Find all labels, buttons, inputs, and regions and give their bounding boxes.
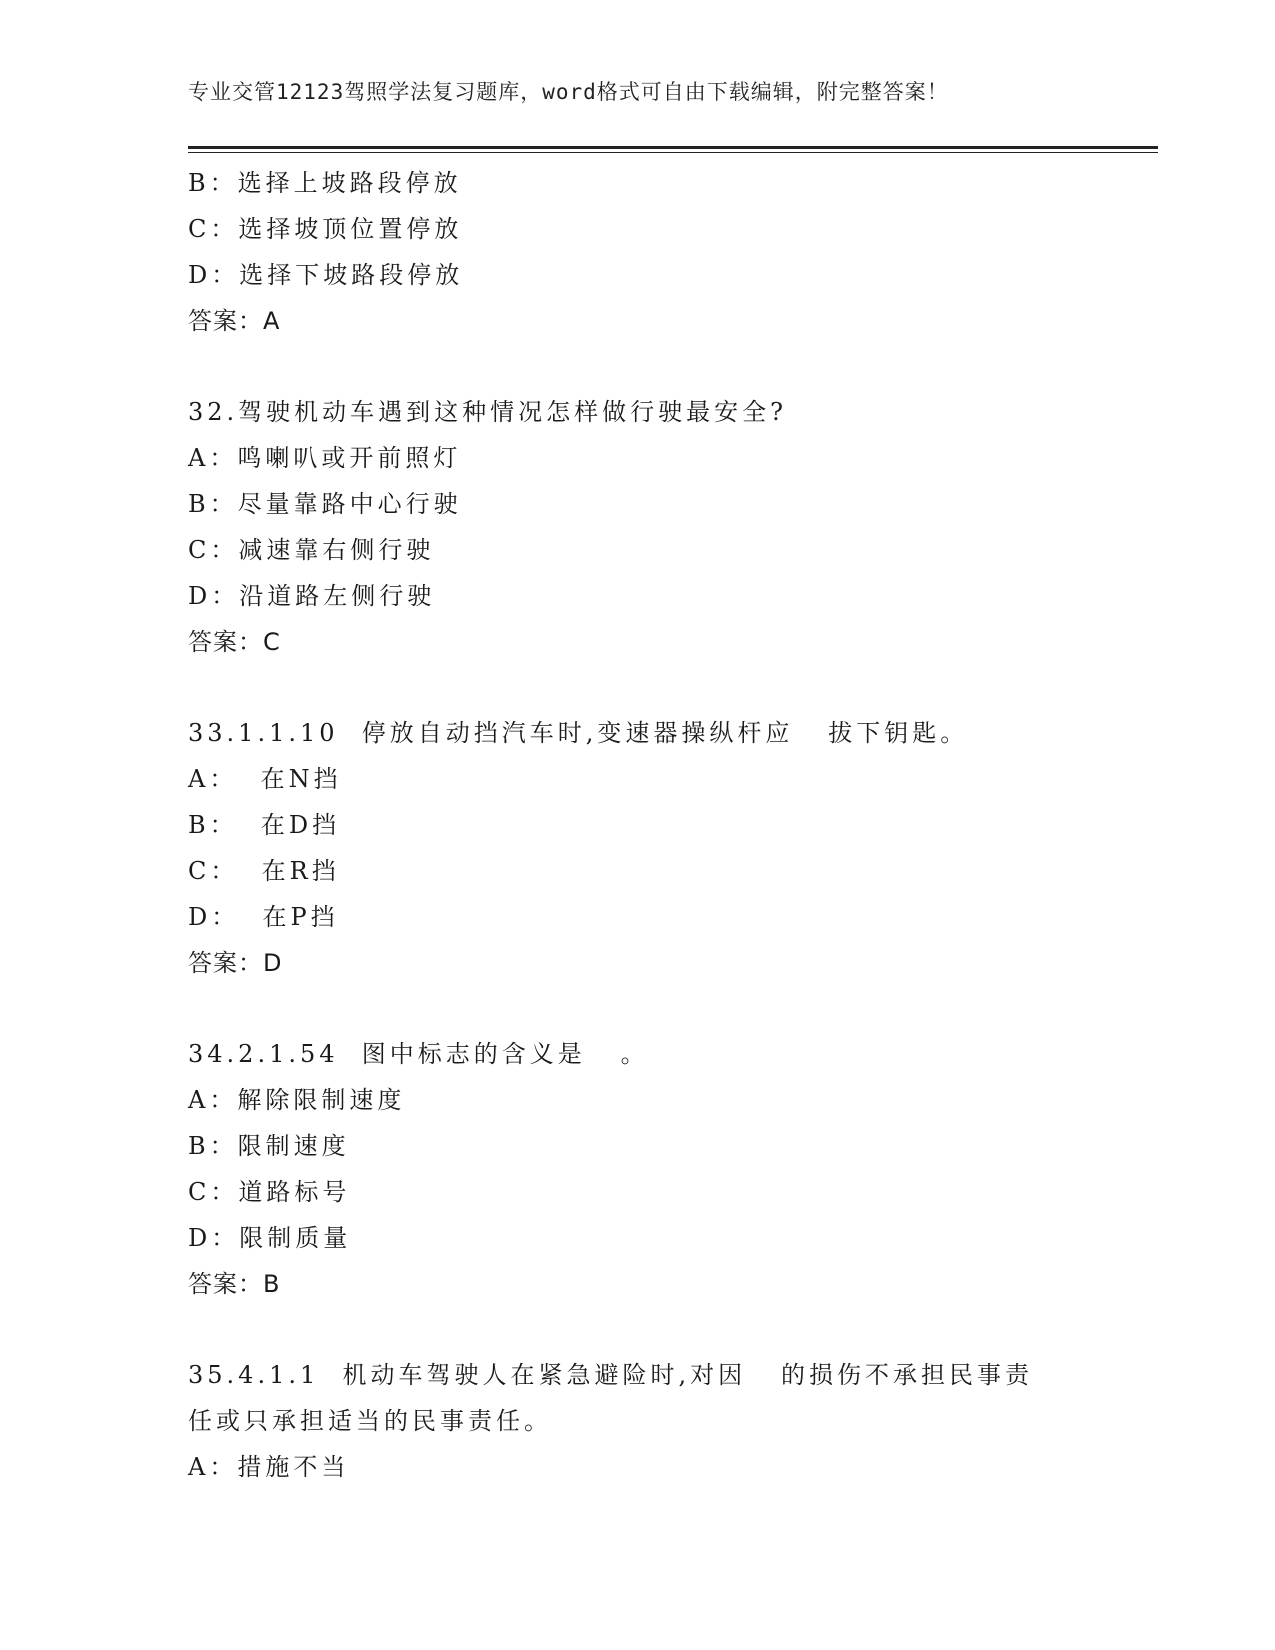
question-block (188, 710, 1088, 986)
option-line: B：限制速度 (188, 1132, 350, 1160)
page-header: 专业交管12123驾照学法复习题库，word格式可自由下载编辑，附完整答案！ (188, 80, 949, 104)
option-line: D：限制质量 (188, 1224, 352, 1252)
header-rule-thin (188, 152, 1158, 153)
answer-line: 答案：A (188, 307, 281, 335)
option-line: D： 在P挡 (188, 903, 339, 931)
question-text: 32.驾驶机动车遇到这种情况怎样做行驶最安全? (188, 398, 788, 426)
option-line: A：措施不当 (188, 1453, 350, 1481)
option-line: C：道路标号 (188, 1178, 351, 1206)
option-line: D：沿道路左侧行驶 (188, 582, 436, 610)
question-text: 34.2.1.54 图中标志的含义是 。 (188, 1040, 649, 1068)
option-line: C：选择坡顶位置停放 (188, 215, 463, 243)
option-line: A：鸣喇叭或开前照灯 (188, 444, 462, 472)
header-rule-thick (188, 146, 1158, 149)
option-line: A： 在N挡 (188, 765, 342, 793)
option-line: C：减速靠右侧行驶 (188, 536, 435, 564)
question-block (188, 1352, 1088, 1490)
question-text: 35.4.1.1 机动车驾驶人在紧急避险时,对因 的损伤不承担民事责 (188, 1361, 1034, 1389)
option-line: B：选择上坡路段停放 (188, 169, 462, 197)
option-line: A：解除限制速度 (188, 1086, 406, 1114)
option-line: B： 在D挡 (188, 811, 341, 839)
option-line: B：尽量靠路中心行驶 (188, 490, 462, 518)
question-block (188, 160, 1088, 344)
question-text: 33.1.1.10 停放自动挡汽车时,变速器操纵杆应 拔下钥匙。 (188, 719, 969, 747)
question-block (188, 389, 1088, 665)
answer-line: 答案：B (188, 1270, 281, 1298)
block-spacer (188, 986, 1088, 1031)
answer-line: 答案：D (188, 949, 283, 977)
option-line: C： 在R挡 (188, 857, 340, 885)
option-line: D：选择下坡路段停放 (188, 261, 464, 289)
block-spacer (188, 344, 1088, 389)
answer-line: 答案：C (188, 628, 281, 656)
question-text-continued: 任或只承担适当的民事责任。 (188, 1407, 552, 1435)
block-spacer (188, 665, 1088, 710)
block-spacer (188, 1307, 1088, 1352)
question-list (188, 160, 1088, 1490)
question-block (188, 1031, 1088, 1307)
